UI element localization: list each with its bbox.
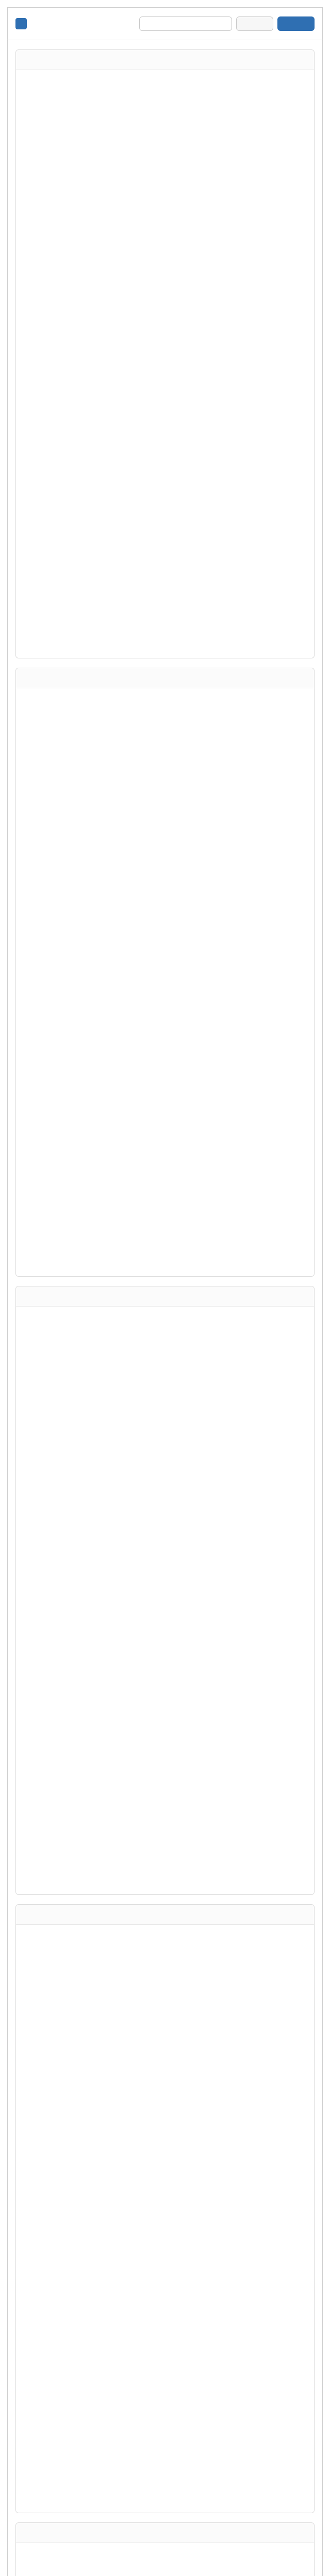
- secondary-button[interactable]: [236, 16, 273, 31]
- main-content: [15, 49, 315, 2576]
- toolbar: [139, 16, 315, 31]
- section-2: [15, 668, 315, 1277]
- section-5: [15, 2522, 315, 2576]
- section-1: [15, 49, 315, 658]
- section-header: [16, 1286, 314, 1307]
- section-3: [15, 1286, 315, 1895]
- section-header: [16, 668, 314, 688]
- app-logo-icon: [15, 18, 27, 29]
- section-header: [16, 2523, 314, 2543]
- section-header: [16, 50, 314, 70]
- search-input[interactable]: [139, 16, 232, 31]
- section-header: [16, 1905, 314, 1925]
- primary-button[interactable]: [277, 16, 315, 31]
- app-header: [7, 7, 323, 40]
- section-4: [15, 1904, 315, 2513]
